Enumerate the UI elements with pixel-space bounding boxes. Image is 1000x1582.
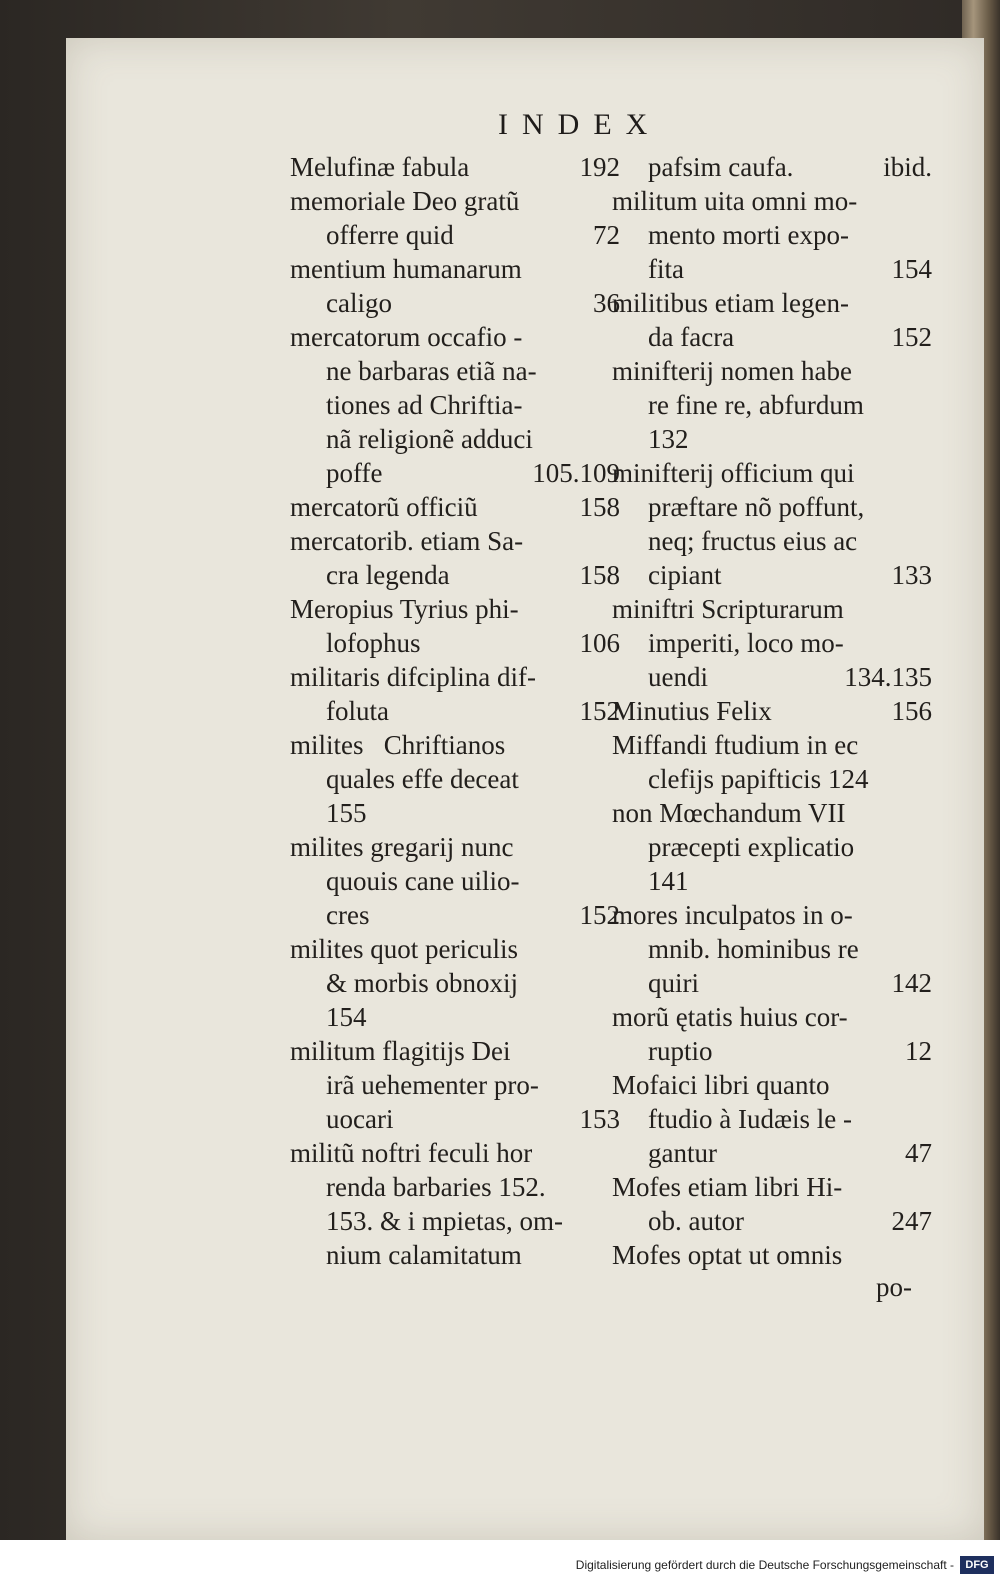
index-entry-page: 152 <box>579 900 620 930</box>
index-entry-text: miniftri Scripturarum <box>612 594 844 624</box>
index-entry-text: militum flagitijs Dei <box>290 1036 511 1066</box>
index-entry-text: mercatorib. etiam Sa- <box>290 526 524 556</box>
index-entry-text: poffe <box>326 458 383 488</box>
index-entry-page: 192 <box>579 152 620 182</box>
index-entry-text: Meropius Tyrius phi- <box>290 594 519 624</box>
index-entry-line <box>290 1204 620 1238</box>
index-entry-text: ftudio à Iudæis le - <box>648 1104 852 1134</box>
index-entry-line <box>612 354 932 388</box>
index-entry-text: neq; fructus eius ac <box>648 526 858 556</box>
index-entry-line <box>290 1170 620 1204</box>
catchword: po- <box>876 1272 912 1302</box>
index-entry-line <box>290 456 620 490</box>
index-entry-text: fita <box>648 254 684 284</box>
index-entry-line <box>612 150 932 184</box>
index-entry-page: 152 <box>579 696 620 726</box>
index-entry-page: 72 <box>593 220 620 250</box>
index-entry-text: clefijs papifticis 124 <box>648 764 869 794</box>
index-entry-text: tiones ad Chriftia- <box>326 390 523 420</box>
index-entry-line <box>290 1238 620 1272</box>
index-entry-line <box>612 456 932 490</box>
index-entry-text: pafsim caufa. <box>648 152 794 182</box>
index-entry-line <box>612 830 932 864</box>
index-entry-page: 47 <box>905 1138 932 1168</box>
index-entry-text: minifterij nomen habe <box>612 356 852 386</box>
index-entry-line <box>290 592 620 626</box>
index-entry-line <box>290 558 620 592</box>
index-entry-line <box>612 728 932 762</box>
index-entry-text: militũ noftri feculi hor <box>290 1138 533 1168</box>
index-entry-text: ruptio <box>648 1036 713 1066</box>
index-entry-line <box>290 1136 620 1170</box>
index-entry-text: 141 <box>648 866 689 896</box>
running-head: INDEX <box>498 108 662 141</box>
index-entry-line <box>290 932 620 966</box>
index-entry-line <box>290 320 620 354</box>
index-entry-text: quiri <box>648 968 699 998</box>
index-entry-text: præcepti explicatio <box>648 832 855 862</box>
index-entry-line <box>612 1238 932 1272</box>
index-entry-line <box>290 728 620 762</box>
index-entry-line <box>290 796 620 830</box>
index-entry-line <box>612 252 932 286</box>
index-entry-text: nium calamitatum <box>326 1240 522 1270</box>
index-entry-page: 105.109 <box>532 458 620 488</box>
index-entry-text: 154 <box>326 1002 367 1032</box>
index-entry-line <box>612 864 932 898</box>
index-column-right <box>612 150 932 1272</box>
index-entry-page: 106 <box>579 628 620 658</box>
index-entry-line <box>290 1102 620 1136</box>
index-entry-text: non Mœchandum VII <box>612 798 846 828</box>
index-entry-line <box>612 320 932 354</box>
index-entry-line <box>290 898 620 932</box>
index-entry-line <box>290 762 620 796</box>
index-entry-text: milites gregarij nunc <box>290 832 514 862</box>
index-entry-line <box>290 354 620 388</box>
footer-bar <box>0 1540 1000 1582</box>
index-entry-text: quouis cane uilio- <box>326 866 520 896</box>
index-entry-line <box>612 558 932 592</box>
index-entry-line <box>290 830 620 864</box>
index-entry-text: offerre quid <box>326 220 454 250</box>
index-entry-line <box>612 422 932 456</box>
index-entry-page: 142 <box>891 968 932 998</box>
index-entry-text: lofophus <box>326 628 421 658</box>
index-entry-text: Mofes etiam libri Hi- <box>612 1172 843 1202</box>
index-entry-line <box>612 1204 932 1238</box>
index-column-left <box>290 150 620 1272</box>
index-entry-text: Minutius Felix <box>612 696 772 726</box>
index-entry-text: nã religionẽ adduci <box>326 424 533 454</box>
index-entry-text: morũ ętatis huius cor- <box>612 1002 848 1032</box>
index-entry-line <box>290 184 620 218</box>
index-entry-line <box>290 150 620 184</box>
index-entry-page: 158 <box>579 492 620 522</box>
index-entry-text: uocari <box>326 1104 394 1134</box>
index-entry-line <box>612 218 932 252</box>
index-entry-text: mnib. hominibus re <box>648 934 859 964</box>
index-entry-text: mercatorum occafio - <box>290 322 523 352</box>
index-entry-text: mores inculpatos in o- <box>612 900 853 930</box>
index-entry-text: cres <box>326 900 370 930</box>
index-entry-page: 247 <box>891 1206 932 1236</box>
index-entry-line <box>290 660 620 694</box>
index-entry-text: præftare nõ poffunt, <box>648 492 865 522</box>
index-entry-line <box>290 252 620 286</box>
index-entry-line <box>612 966 932 1000</box>
index-entry-text: quales effe deceat <box>326 764 519 794</box>
index-entry-text: militaris difciplina dif- <box>290 662 536 692</box>
index-entry-text: mentium humanarum <box>290 254 522 284</box>
index-entry-line <box>290 490 620 524</box>
index-entry-line <box>290 524 620 558</box>
index-entry-text: memoriale Deo gratũ <box>290 186 520 216</box>
index-entry-text: ne barbaras etiã na- <box>326 356 537 386</box>
index-entry-text: milites Chriftianos <box>290 730 506 760</box>
index-entry-page: 152 <box>891 322 932 352</box>
index-entry-page: 133 <box>891 560 932 590</box>
dfg-logo: DFG <box>960 1556 994 1574</box>
index-entry-text: renda barbaries 152. <box>326 1172 546 1202</box>
index-entry-line <box>290 286 620 320</box>
index-entry-line <box>290 966 620 1000</box>
index-entry-text: re fine re, abfurdum <box>648 390 864 420</box>
index-entry-text: Miffandi ftudium in ec <box>612 730 859 760</box>
index-entry-line <box>612 1000 932 1034</box>
index-entry-text: imperiti, loco mo- <box>648 628 844 658</box>
index-entry-line <box>290 1000 620 1034</box>
index-entry-line <box>612 490 932 524</box>
index-entry-page: 153 <box>579 1104 620 1134</box>
index-entry-text: Mofes optat ut omnis <box>612 1240 843 1270</box>
index-entry-line <box>612 1034 932 1068</box>
index-entry-page: 154 <box>891 254 932 284</box>
index-entry-line <box>612 286 932 320</box>
index-entry-line <box>290 422 620 456</box>
index-entry-text: & morbis obnoxij <box>326 968 519 998</box>
index-entry-text: mercatorũ officiũ <box>290 492 478 522</box>
index-entry-text: caligo <box>326 288 392 318</box>
index-entry-text: militum uita omni mo- <box>612 186 858 216</box>
index-entry-text: 153. & i mpietas, om- <box>326 1206 563 1236</box>
index-entry-line <box>612 1170 932 1204</box>
index-entry-text: minifterij officium qui <box>612 458 855 488</box>
index-entry-line <box>612 388 932 422</box>
index-entry-line <box>612 932 932 966</box>
index-entry-text: Mofaici libri quanto <box>612 1070 830 1100</box>
footer-credit: Digitalisierung gefördert durch die Deutsche Forschungsgemeinschaft - <box>575 1558 954 1572</box>
index-entry-text: uendi <box>648 662 708 692</box>
index-entry-line <box>612 898 932 932</box>
index-entry-text: foluta <box>326 696 389 726</box>
index-entry-line <box>290 218 620 252</box>
index-entry-line <box>612 694 932 728</box>
index-entry-text: gantur <box>648 1138 717 1168</box>
index-entry-page: 156 <box>891 696 932 726</box>
index-entry-text: militibus etiam legen- <box>612 288 849 318</box>
index-entry-line <box>290 694 620 728</box>
index-entry-line <box>612 762 932 796</box>
index-entry-line <box>612 626 932 660</box>
index-entry-text: cipiant <box>648 560 722 590</box>
index-entry-page: 36 <box>593 288 620 318</box>
index-entry-text: irã uehementer pro- <box>326 1070 539 1100</box>
index-entry-line <box>290 388 620 422</box>
index-entry-page: 158 <box>579 560 620 590</box>
index-entry-text: 132 <box>648 424 689 454</box>
index-entry-line <box>612 592 932 626</box>
index-entry-line <box>612 1136 932 1170</box>
index-entry-text: 155 <box>326 798 367 828</box>
index-entry-page: 134.135 <box>844 662 932 692</box>
index-entry-line <box>290 864 620 898</box>
index-entry-line <box>290 1034 620 1068</box>
index-entry-text: ob. autor <box>648 1206 744 1236</box>
index-entry-line <box>612 524 932 558</box>
index-entry-text: mento morti expo- <box>648 220 849 250</box>
index-entry-text: cra legenda <box>326 560 450 590</box>
index-entry-page: 12 <box>905 1036 932 1066</box>
index-entry-line <box>612 1102 932 1136</box>
index-entry-page: ibid. <box>883 152 932 182</box>
index-entry-line <box>290 1068 620 1102</box>
index-entry-line <box>290 626 620 660</box>
index-entry-text: da facra <box>648 322 735 352</box>
index-entry-line <box>612 1068 932 1102</box>
index-entry-line <box>612 796 932 830</box>
index-entry-line <box>612 184 932 218</box>
index-entry-text: Melufinæ fabula <box>290 152 470 182</box>
index-entry-line <box>612 660 932 694</box>
index-entry-text: milites quot periculis <box>290 934 518 964</box>
